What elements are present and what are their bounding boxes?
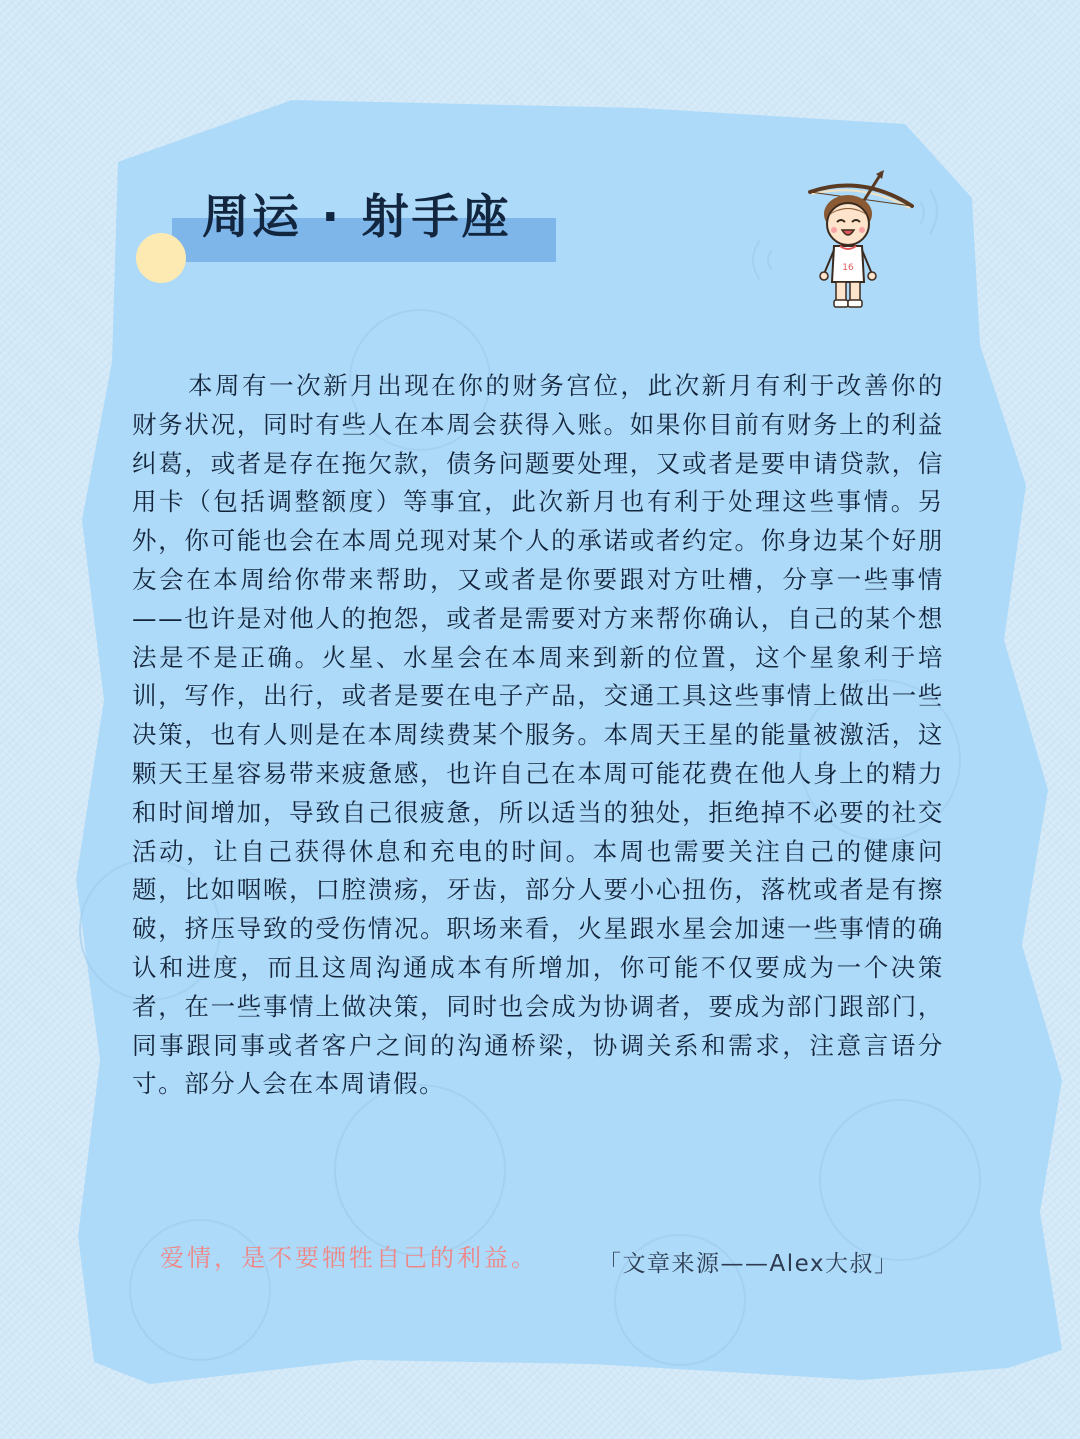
title-dot-decoration bbox=[136, 233, 186, 283]
mascot-shirt-number: 16 bbox=[842, 263, 854, 273]
article-source: 「文章来源——Alex大叔」 bbox=[598, 1251, 899, 1277]
page-title: 周运 · 射手座 bbox=[202, 190, 512, 245]
love-quote: 爱情，是不要牺牲自己的利益。 bbox=[160, 1244, 538, 1272]
horoscope-body-text: 本周有一次新月出现在你的财务宫位，此次新月有利于改善你的财务状况，同时有些人在本周会获得入账。如果你目前有财务上的利益纠葛，或者是存在拖欠款，债务问题要处理，又或者是要申请贷款，信用卡（包括调整额度）等事宜，此次新月也有利于处理这些事情。另外，你可能也会在本周兑现对某个人的承诺或者约定。你身边某个好朋友会在本周给你带来帮助，又或者是你要跟对方吐槽，分享一些事情——也许是对他人的抱怨，或者是需要对方来帮你确认，自己的某个想法是不是正确。火星、水星会在本周来到新的位置，这个星象利于培训，写作，出行，或者是要在电子产品，交通工具这些事情上做出一些决策，也有人则是在本周续费某个服务。本周天王星的能量被激活，这颗天王星容易带来疲惫感，也许自己在本周可能花费在他人身上的精力和时间增加，导致自己很疲惫，所以适当的独处，拒绝掉不必要的社交活动，让自己获得休息和充电的时间。本周也需要关注自己的健康问题，比如咽喉，口腔溃疡，牙齿，部分人要小心扭伤，落枕或者是有擦破，挤压导致的受伤情况。职场来看，火星跟水星会加速一些事情的确认和进度，而且这周沟通成本有所增加，你可能不仅要成为一个决策者，在一些事情上做决策，同时也会成为协调者，要成为部门跟部门，同事跟同事或者客户之间的沟通桥梁，协调关系和需求，注意言语分寸。部分人会在本周请假。 bbox=[132, 371, 944, 1099]
sagittarius-archer-cartoon-icon bbox=[752, 166, 952, 314]
